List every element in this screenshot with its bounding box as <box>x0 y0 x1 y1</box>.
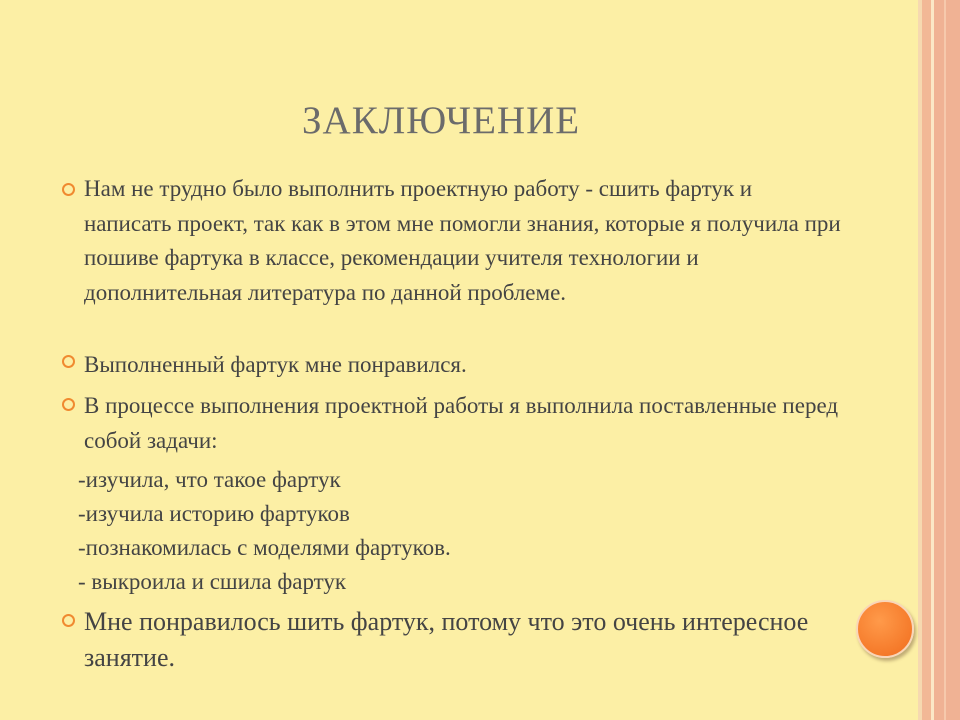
circle-bullet-icon <box>62 398 75 411</box>
decorative-stripe <box>922 0 931 720</box>
task-item: -изучила историю фартуков <box>78 501 350 526</box>
bullet-text: Нам не трудно было выполнить проектную работу - сшить фартук и написать проект, так как в этом мне помогли знания, которые я получила при пошиве фартука в классе, рекомендации учителя технологии и дополнительная литература по данной проблеме. <box>84 176 841 305</box>
decorative-stripe <box>944 0 946 720</box>
bullet-text: Мне понравилось шить фартук, потому что это очень интересное занятие. <box>84 607 809 672</box>
slide-title: ЗАКЛЮЧЕНИЕ <box>302 99 581 142</box>
circle-bullet-icon <box>62 614 75 627</box>
orange-circle-icon <box>856 600 914 658</box>
circle-bullet-icon <box>62 183 75 196</box>
circle-bullet-icon <box>62 355 75 368</box>
task-item: -изучила, что такое фартук <box>78 467 341 492</box>
task-item: -познакомилась с моделями фартуков. <box>78 535 451 560</box>
bullet-text: Выполненный фартук мне понравился. <box>84 352 467 377</box>
decorative-stripe <box>934 0 960 720</box>
bullet-text: В процессе выполнения проектной работы я выполнила поставленные перед собой задачи: <box>84 393 839 453</box>
task-item: - выкроила и сшила фартук <box>78 569 347 594</box>
